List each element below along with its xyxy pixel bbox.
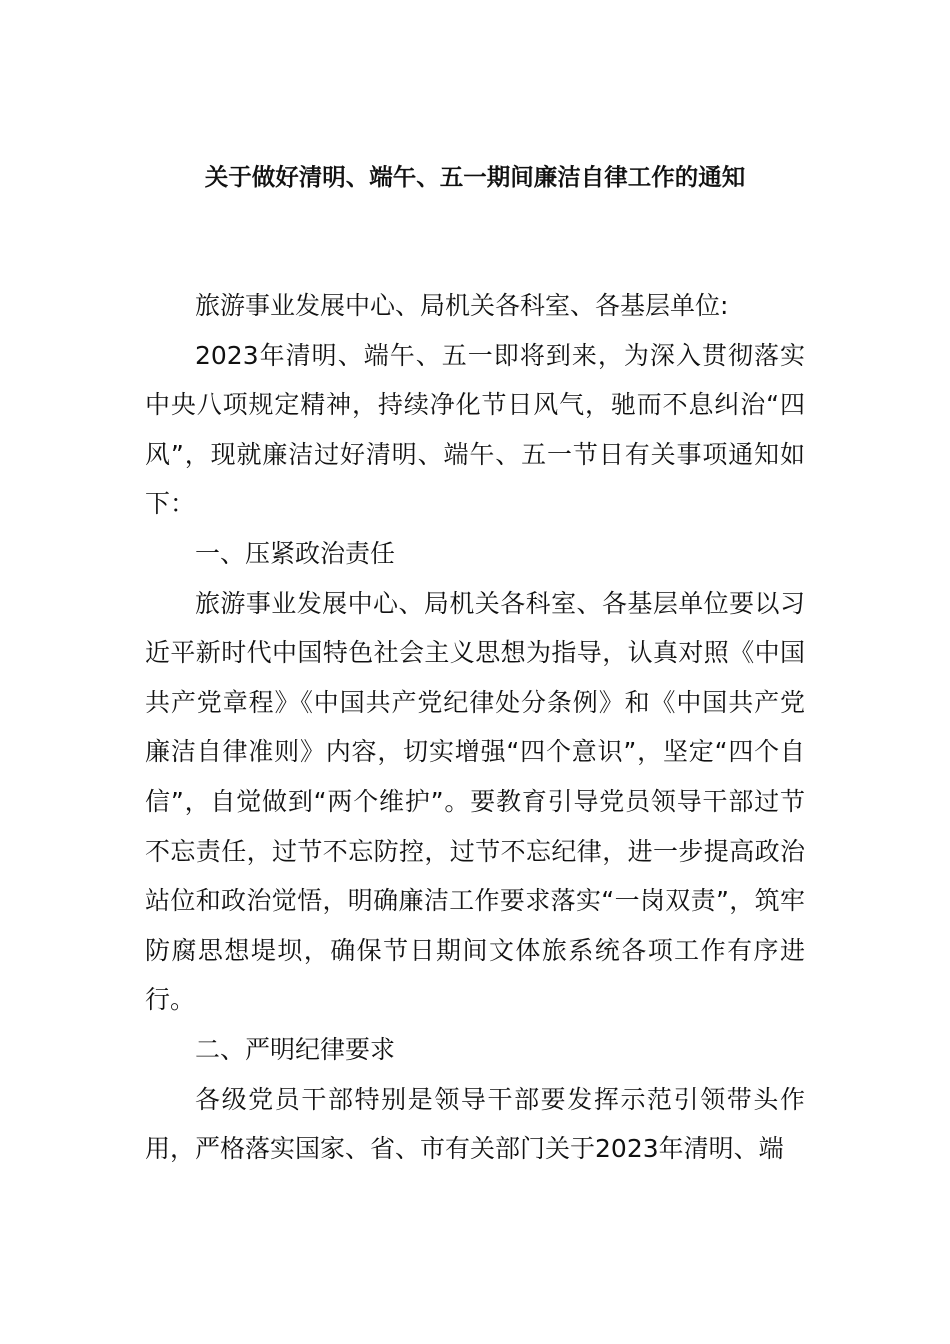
intro-paragraph: 2023年清明、端午、五一即将到来，为深入贯彻落实中央八项规定精神，持续净化节日风气，驰而不息纠治“四风”，现就廉洁过好清明、端午、五一节日有关事项通知如下： <box>145 340 805 519</box>
document-title: 关于做好清明、端午、五一期间廉洁自律工作的通知 <box>204 163 746 191</box>
section-2-paragraph: 各级党员干部特别是领导干部要发挥示范引领带头作用，严格落实国家、省、市有关部门关于2023年清明、端 <box>145 1084 805 1164</box>
section-1-paragraph: 旅游事业发展中心、局机关各科室、各基层单位要以习近平新时代中国特色社会主义思想为指导，认真对照《中国共产党章程》《中国共产党纪律处分条例》和《中国共产党廉洁自律准则》内容，切实增强“四个意识”，坚定“四个自信”，自觉做到“两个维护”。要教育引导党员领导干部过节不忘责任，过节不忘防控，过节不忘纪律，进一步提高政治站位和政治觉悟，明确廉洁工作要求落实“一岗双责”，筑牢防腐思想堤坝，确保节日期间文体旅系统各项工作有序进行。 <box>145 588 805 1015</box>
section-2-heading: 二、严明纪律要求 <box>195 1034 396 1064</box>
section-1-heading: 一、压紧政治责任 <box>195 538 396 568</box>
document-body <box>145 281 805 1174</box>
salutation: 旅游事业发展中心、局机关各科室、各基层单位: <box>195 291 729 320</box>
